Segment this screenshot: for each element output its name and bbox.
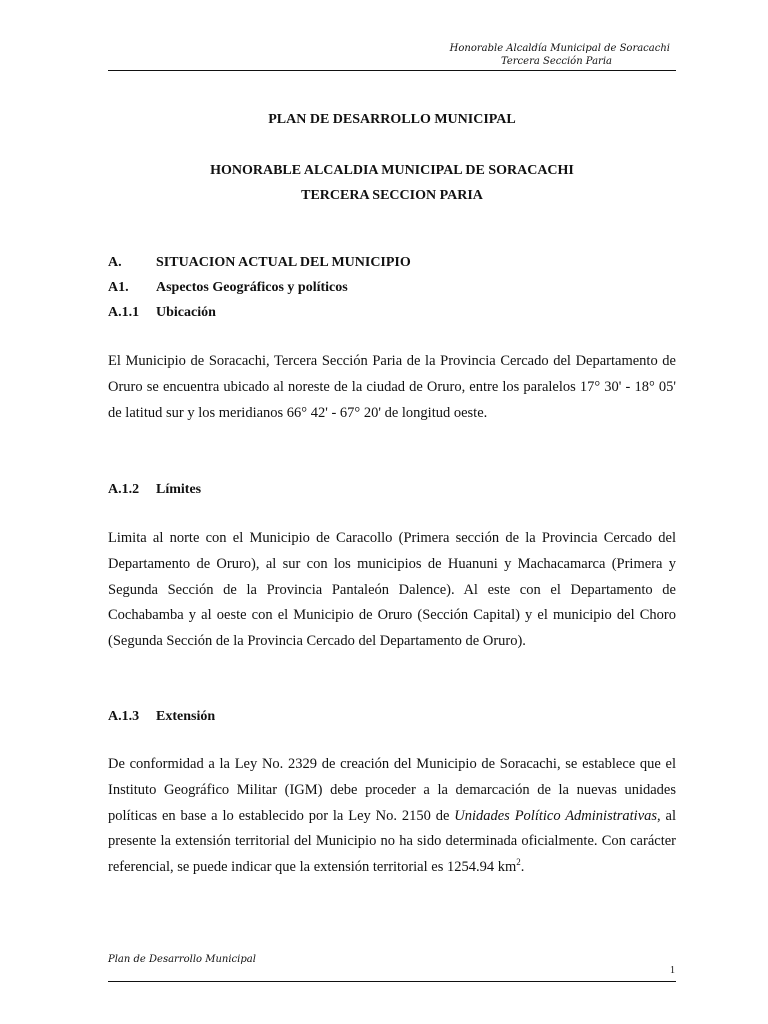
extension-text-2: , al presente la extensión territorial del Municipio no ha sido determinada oficialmente. Con carácter referencial, se puede indicar que la extensión territorial es 1254.94 km (108, 807, 676, 876)
page-header (0, 42, 670, 68)
section-label: SITUACION ACTUAL DEL MUNICIPIO (156, 255, 411, 270)
footer-rule (108, 981, 676, 982)
superscript-squared: 2 (516, 857, 521, 868)
header-line-2: Tercera Sección Paria (500, 56, 612, 67)
section-number: A. (108, 255, 122, 270)
section-label: Límites (156, 482, 202, 497)
section-label: Ubicación (156, 305, 216, 320)
document-subtitle-1: HONORABLE ALCALDIA MUNICIPAL DE SORACACHI (210, 163, 574, 178)
section-heading-a13 (108, 709, 215, 725)
header-rule (108, 70, 676, 71)
section-number: A.1.1 (108, 305, 140, 320)
page-number: 1 (670, 965, 675, 976)
section-label: Extensión (156, 709, 216, 724)
document-subtitle-2: TERCERA SECCION PARIA (301, 188, 483, 203)
footer-label: Plan de Desarrollo Municipal (108, 954, 256, 965)
section-number: A1. (108, 280, 129, 295)
section-heading-a11 (108, 305, 216, 321)
paragraph-ubicacion: El Municipio de Soracachi, Tercera Sección Paria de la Provincia Cercado del Departamento de Oruro se encuentra ubicado al noreste de la ciudad de Oruro, entre los paralelos 17° 30' - 18° 05' de latitud sur y los meridianos 66° 42' - 67° 20' de longitud oeste. (108, 353, 676, 421)
paragraph-extension (108, 752, 676, 881)
section-number: A.1.2 (108, 482, 140, 497)
extension-italic-term: Unidades Político Administrativas (454, 807, 658, 824)
extension-text-3: . (520, 859, 525, 876)
document-title: PLAN DE DESARROLLO MUNICIPAL (268, 112, 516, 127)
extension-text-1: De conformidad a la Ley No. 2329 de creación del Municipio de Soracachi, se establece que el Instituto Geográfico Militar (IGM) debe proceder a la demarcación de la nuevas unidades políticas en base a lo establecido por la Ley No. 2150 de (108, 756, 676, 824)
header-line-1: Honorable Alcaldía Municipal de Soracachi (449, 43, 670, 54)
section-heading-a1 (108, 280, 348, 296)
section-heading-a (108, 255, 411, 271)
section-label: Aspectos Geográficos y políticos (156, 280, 348, 295)
paragraph-limites: Limita al norte con el Municipio de Caracollo (Primera sección de la Provincia Cercado del Departamento de Oruro), al sur con los municipios de Huanuni y Machacamarca (Primera y Segunda Sección de la Provincia Pantaleón Dalence). Al este con el Departamento de Cochabamba y al oeste con el Municipio de Oruro (Sección Capital) y el municipio del Choro (Segunda Sección de la Provincia Cercado del Departamento de Oruro). (108, 530, 676, 650)
section-number: A.1.3 (108, 709, 140, 724)
section-heading-a12 (108, 482, 201, 498)
